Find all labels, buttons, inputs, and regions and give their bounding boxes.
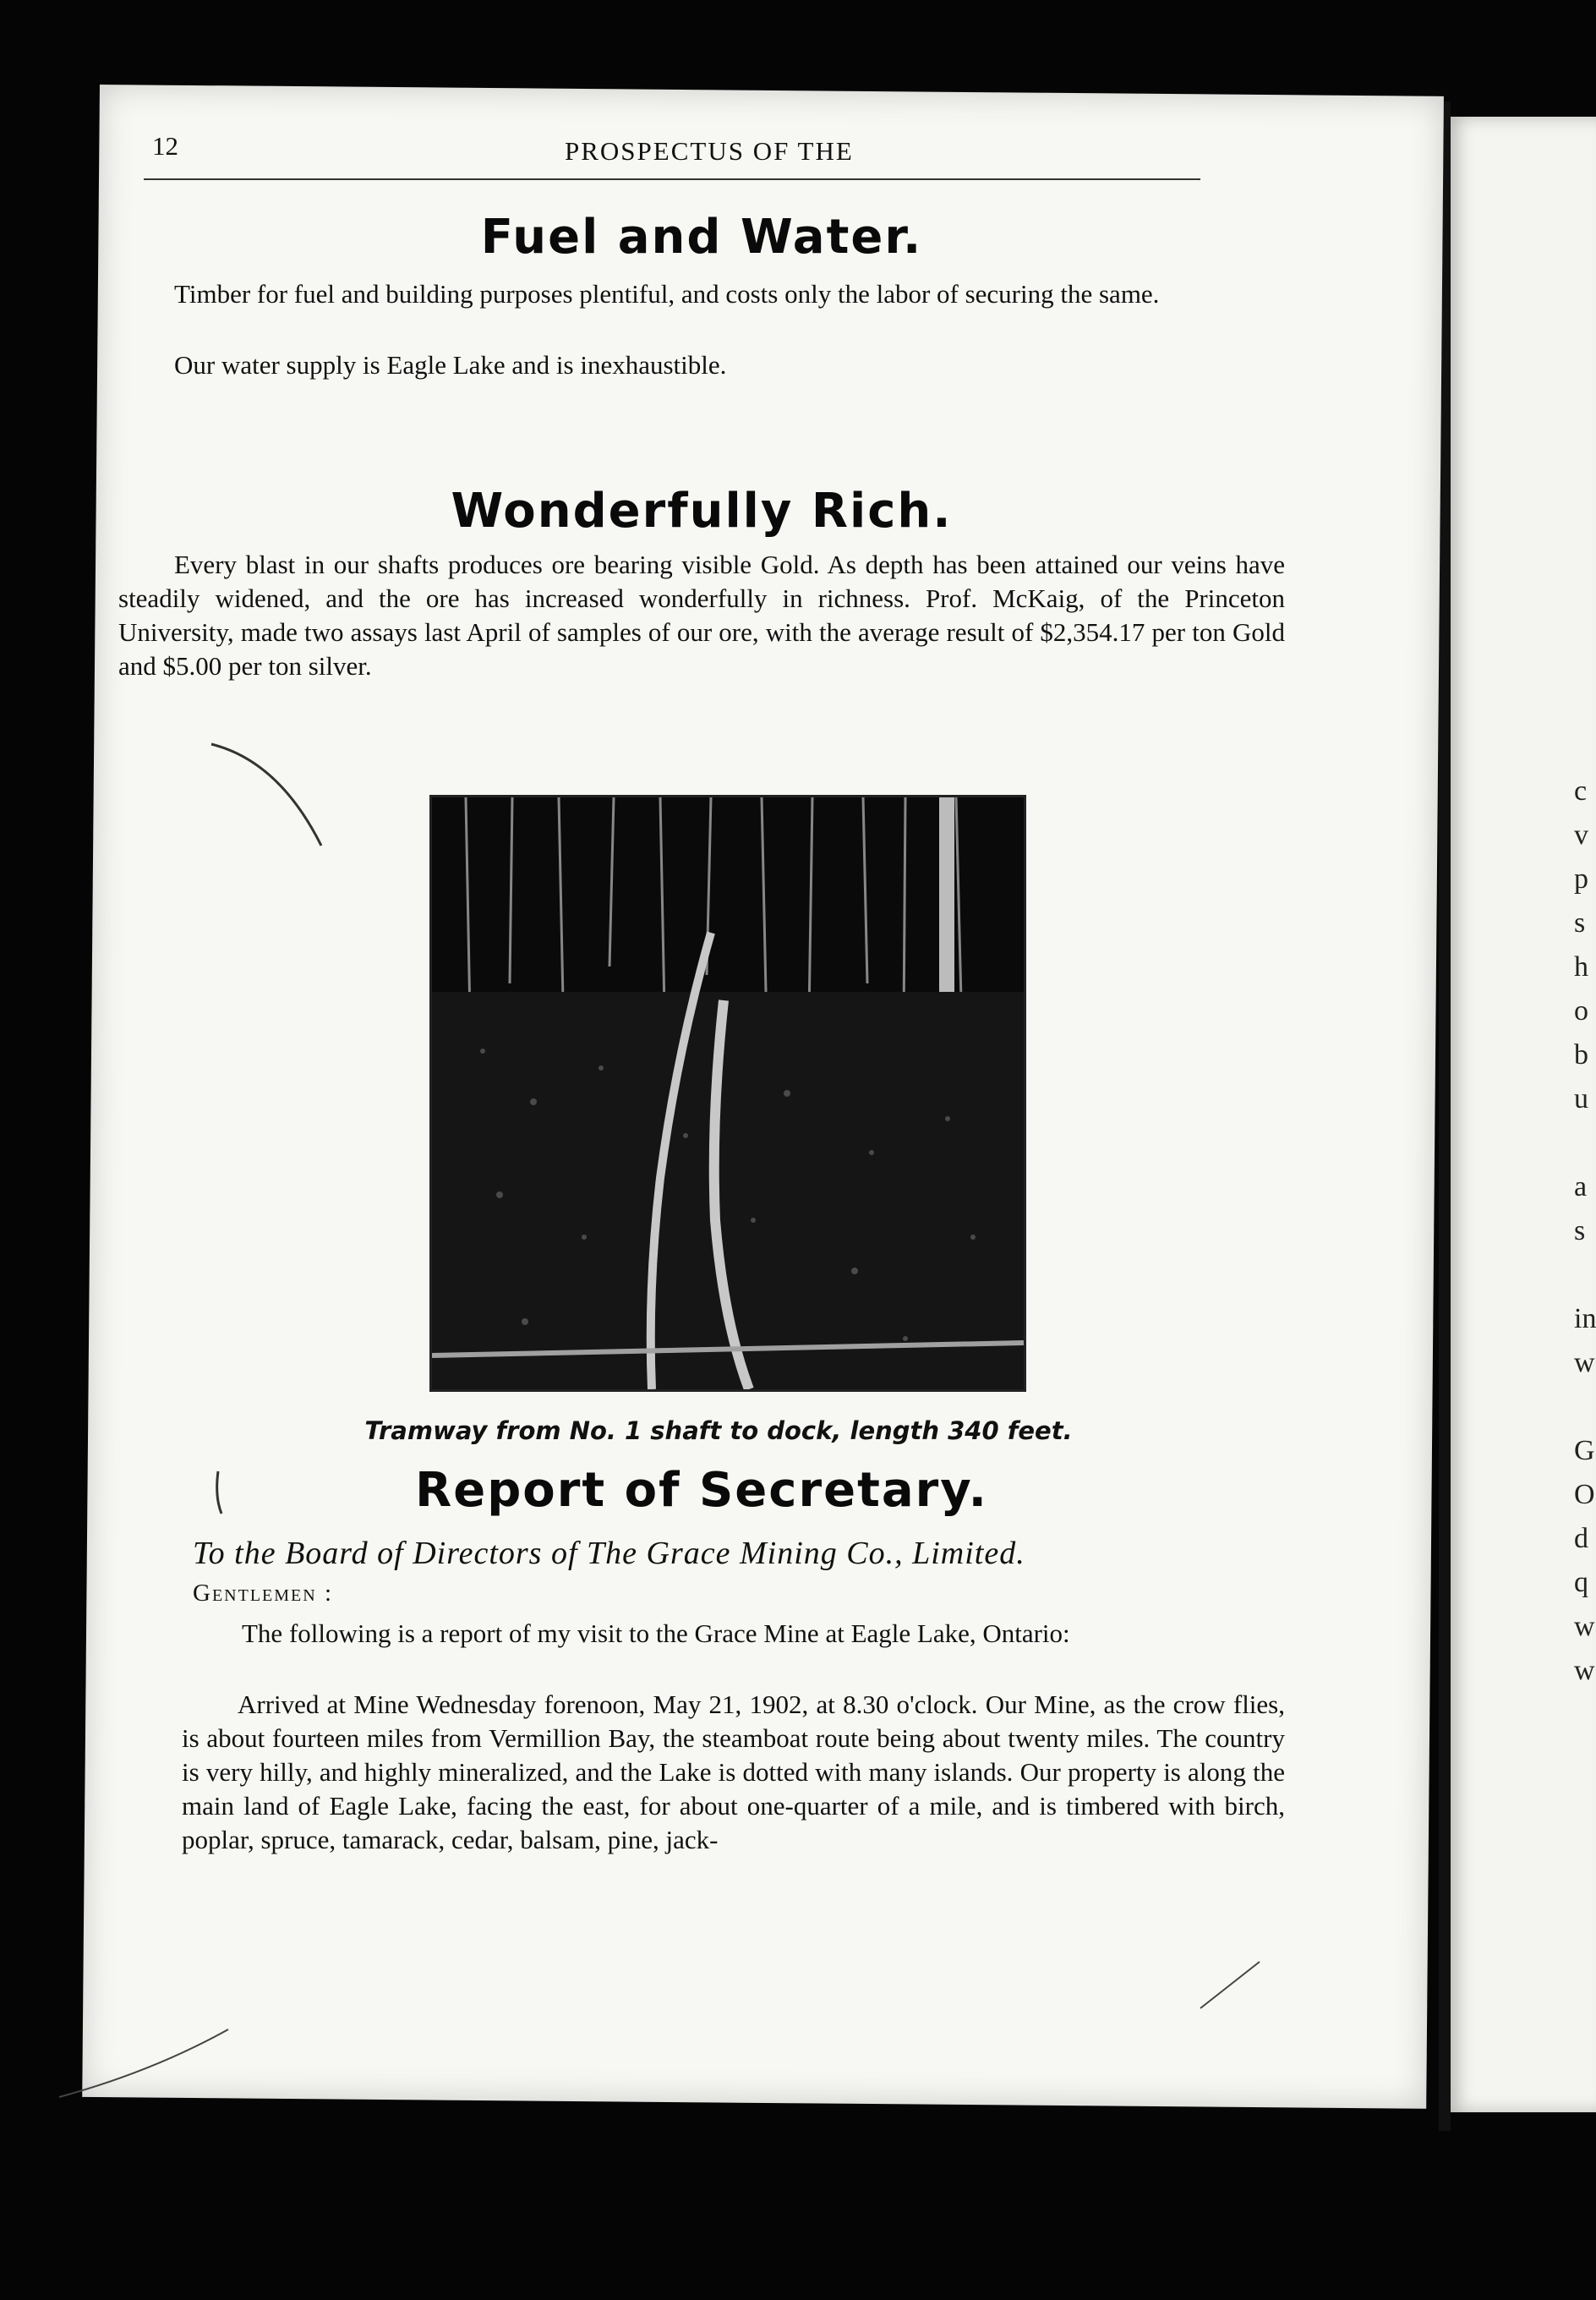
running-title: PROSPECTUS OF THE: [565, 136, 854, 166]
edge-letter: a: [1574, 1171, 1588, 1202]
edge-letter: c: [1574, 775, 1588, 807]
edge-letter: s: [1574, 1215, 1586, 1246]
edge-letter: d: [1574, 1523, 1588, 1554]
heading-report-of-secretary: Report of Secretary.: [415, 1463, 988, 1518]
edge-letter: u: [1574, 1083, 1588, 1114]
heading-fuel-and-water: Fuel and Water.: [480, 210, 923, 265]
edge-letter: O: [1574, 1479, 1595, 1510]
heading-wonderfully-rich: Wonderfully Rich.: [451, 484, 953, 539]
edge-letter: w: [1574, 1655, 1595, 1686]
paragraph-water-supply: Our water supply is Eagle Lake and is inexhaustible.: [174, 350, 727, 380]
edge-letter: h: [1574, 951, 1588, 983]
paragraph-rich: Every blast in our shafts produces ore bearing visible Gold. As depth has been attained our veins have steadily widened, and the ore has increased wonderfully in richness. Prof. McKaig, of the Princeton University, made two assays last April of samples of our ore, with the average result of $2,354.17 per ton Gold and $5.00 per ton silver.: [118, 550, 1285, 681]
edge-letter: b: [1574, 1039, 1588, 1071]
edge-letter: G: [1574, 1435, 1595, 1466]
paragraph-arrival: Arrived at Mine Wednesday forenoon, May 21, 1902, at 8.30 o'clock. Our Mine, as the crow flies, is about fourteen miles from Vermillion Bay, the steamboat route being about twenty miles. The country is very hilly, and highly mineralized, and the Lake is dotted with many islands. Our property is along the main land of Eagle Lake, facing the east, for about one-quarter of a mile, and is timbered with birch, poplar, spruce, tamarack, cedar, balsam, pine, jack-: [182, 1689, 1285, 1854]
edge-letter: q: [1574, 1567, 1588, 1598]
page-number: 12: [152, 131, 178, 161]
paragraph-report-intro: The following is a report of my visit to the Grace Mine at Eagle Lake, Ontario:: [242, 1618, 1070, 1648]
edge-letter: o: [1574, 995, 1588, 1027]
salutation: To the Board of Directors of The Grace Mining Co., Limited.: [193, 1536, 1025, 1571]
edge-letter: s: [1574, 907, 1586, 939]
photo-caption: Tramway from No. 1 shaft to dock, length 340 feet.: [364, 1416, 1073, 1445]
paragraph-timber: Timber for fuel and building purposes plentiful, and costs only the labor of securing the same.: [174, 279, 1160, 309]
edge-letter: in: [1574, 1303, 1596, 1334]
edge-letter: v: [1574, 819, 1588, 851]
edge-letter: w: [1574, 1611, 1595, 1642]
edge-letter: w: [1574, 1347, 1595, 1378]
edge-letter: p: [1574, 863, 1588, 895]
gentlemen-greeting: Gentlemen :: [193, 1580, 334, 1607]
